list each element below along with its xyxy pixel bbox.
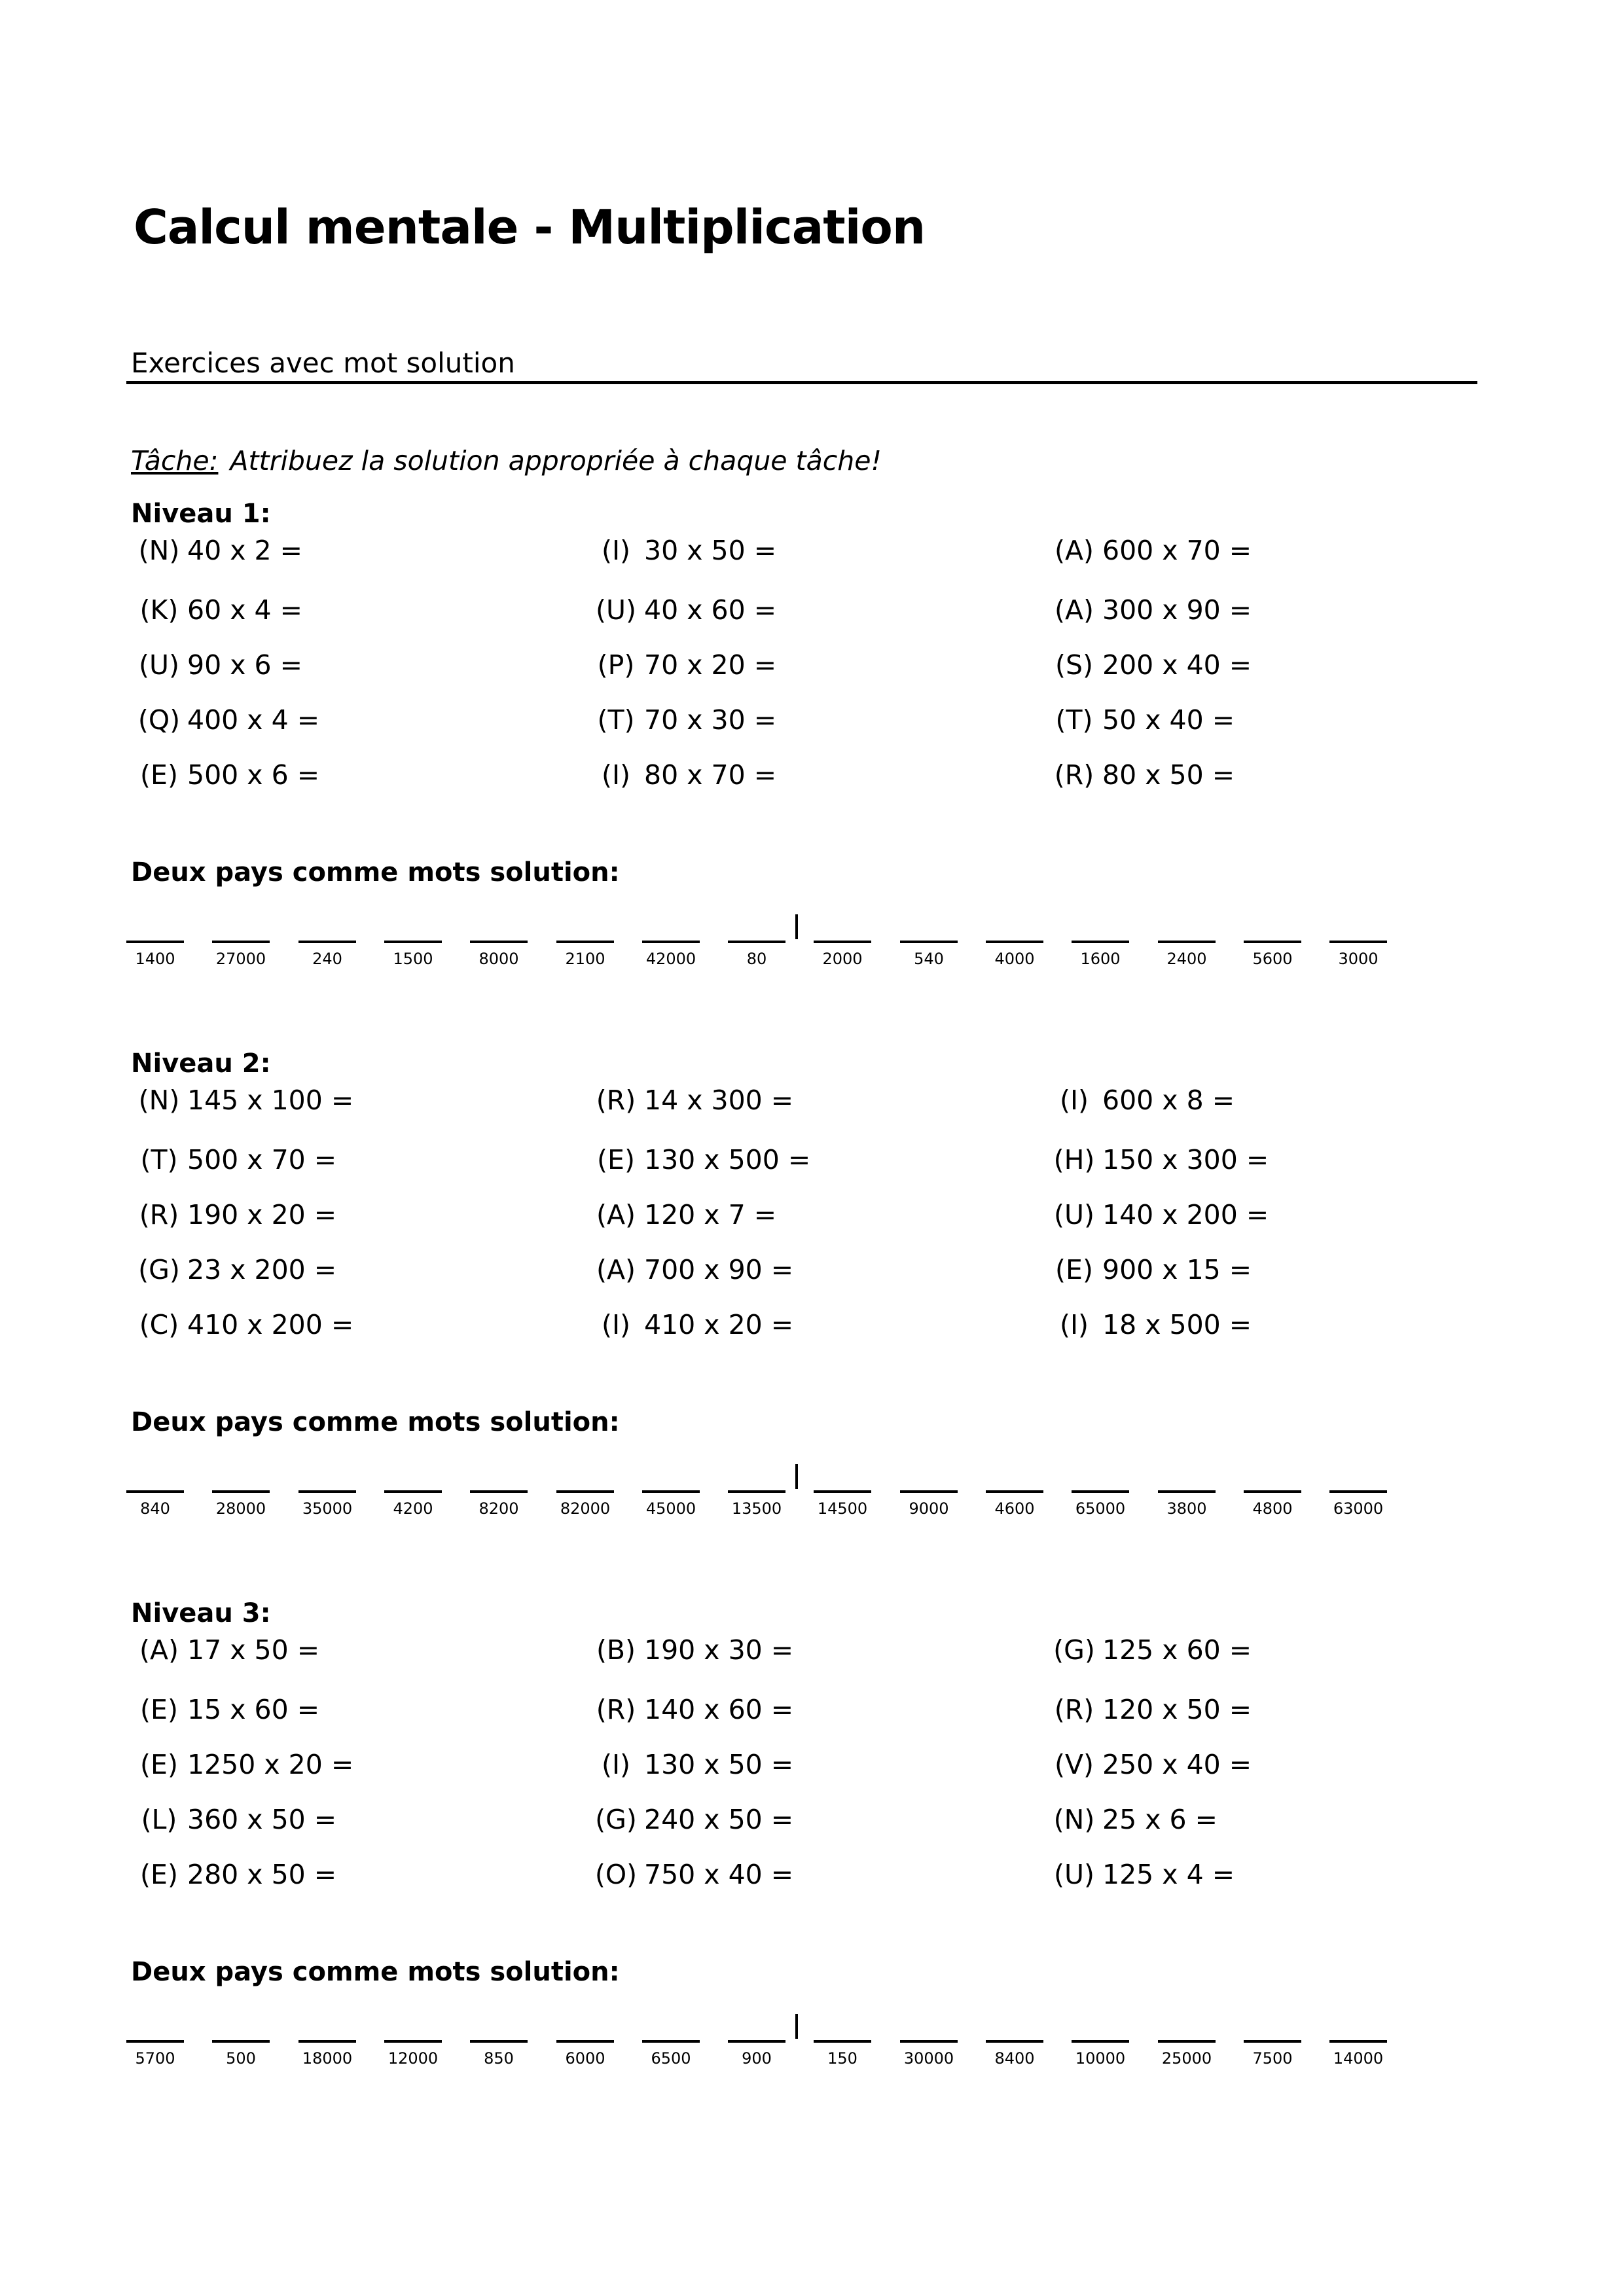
exercise-letter: (P): [597, 649, 635, 681]
exercise-letter: (E): [1055, 1254, 1093, 1285]
exercise-letter: (T): [140, 1144, 178, 1175]
exercise-expression: 750 x 40 =: [644, 1859, 794, 1890]
answer-line: [1329, 1490, 1387, 1493]
answer-line: [298, 1490, 356, 1493]
answer-line: [470, 1490, 528, 1493]
exercise-expression: 600 x 8 =: [1102, 1085, 1235, 1116]
exercise-item: [134, 535, 302, 566]
answer-line: [986, 941, 1043, 943]
exercise-expression: 30 x 50 =: [644, 535, 777, 566]
exercise-letter: (E): [140, 759, 178, 791]
exercise-letter: (S): [1055, 649, 1094, 681]
exercise-letter: (U): [595, 594, 636, 626]
task-instruction: [131, 445, 882, 476]
exercise-item: [134, 1694, 319, 1725]
answer-number: 8000: [478, 950, 519, 968]
exercise-expression: 150 x 300 =: [1102, 1144, 1269, 1175]
answer-line: [814, 2040, 871, 2043]
exercise-item: [1049, 1144, 1269, 1175]
exercise-expression: 130 x 500 =: [644, 1144, 811, 1175]
answer-line: [1158, 941, 1216, 943]
page-title: Calcul mentale - Multiplication: [134, 200, 926, 255]
exercise-expression: 17 x 50 =: [187, 1634, 320, 1666]
exercise-letter: (I): [601, 759, 631, 791]
exercise-expression: 40 x 2 =: [187, 535, 302, 566]
exercise-expression: 70 x 30 =: [644, 704, 777, 736]
exercise-letter: (T): [597, 704, 635, 736]
answer-number: 840: [140, 1499, 170, 1518]
exercise-item: [134, 1859, 336, 1890]
exercise-expression: 40 x 60 =: [644, 594, 777, 626]
answer-line: [470, 2040, 528, 2043]
exercise-letter: (K): [139, 594, 179, 626]
exercise-expression: 700 x 90 =: [644, 1254, 794, 1285]
exercise-expression: 280 x 50 =: [187, 1859, 337, 1890]
exercise-letter: (N): [138, 535, 180, 566]
answer-number: 65000: [1075, 1499, 1126, 1518]
answer-number: 45000: [645, 1499, 696, 1518]
answer-number: 4800: [1252, 1499, 1293, 1518]
answer-number: 63000: [1333, 1499, 1384, 1518]
exercise-item: [1049, 1859, 1235, 1890]
answer-line: [1244, 2040, 1301, 2043]
exercise-letter: (I): [1059, 1309, 1089, 1340]
exercise-expression: 410 x 200 =: [187, 1309, 354, 1340]
answer-line: [556, 941, 614, 943]
answer-number: 2400: [1166, 950, 1207, 968]
level-title: Niveau 1:: [131, 499, 271, 529]
answer-number: 14000: [1333, 2049, 1384, 2068]
exercise-letter: (H): [1053, 1144, 1095, 1175]
answer-line: [1072, 2040, 1129, 2043]
exercise-item: [590, 1634, 793, 1666]
exercise-item: [134, 1144, 336, 1175]
answer-number: 900: [742, 2049, 772, 2068]
exercise-expression: 120 x 50 =: [1102, 1694, 1252, 1725]
answer-number: 8200: [478, 1499, 519, 1518]
exercise-item: [1049, 1634, 1252, 1666]
exercise-item: [590, 1199, 776, 1230]
exercise-expression: 25 x 6 =: [1102, 1804, 1218, 1835]
answer-line: [556, 2040, 614, 2043]
exercise-item: [590, 759, 776, 791]
page-subtitle: Exercices avec mot solution: [131, 347, 515, 379]
answer-line: [986, 1490, 1043, 1493]
exercise-letter: (O): [594, 1859, 638, 1890]
solution-section-title: Deux pays comme mots solution:: [131, 1957, 620, 1987]
exercise-expression: 130 x 50 =: [644, 1749, 794, 1780]
exercise-item: [134, 759, 319, 791]
answer-line: [212, 2040, 270, 2043]
exercise-expression: 190 x 20 =: [187, 1199, 337, 1230]
exercise-item: [134, 1749, 353, 1780]
answer-number: 6000: [565, 2049, 605, 2068]
answer-number: 1600: [1080, 950, 1121, 968]
answer-line: [212, 1490, 270, 1493]
exercise-letter: (E): [597, 1144, 635, 1175]
exercise-letter: (T): [1055, 704, 1093, 736]
answer-line: [1158, 1490, 1216, 1493]
answer-number: 3800: [1166, 1499, 1207, 1518]
answer-number: 8400: [994, 2049, 1035, 2068]
header-rule: [126, 381, 1477, 384]
exercise-item: [590, 535, 776, 566]
answer-number: 500: [226, 2049, 256, 2068]
answer-number: 4000: [994, 950, 1035, 968]
answer-line: [1244, 941, 1301, 943]
exercise-letter: (A): [1054, 535, 1094, 566]
exercise-expression: 125 x 60 =: [1102, 1634, 1252, 1666]
answer-line: [1329, 941, 1387, 943]
exercise-letter: (G): [138, 1254, 180, 1285]
exercise-letter: (R): [139, 1199, 179, 1230]
exercise-item: [134, 1199, 336, 1230]
exercise-item: [590, 1144, 810, 1175]
task-label: Tâche:: [131, 445, 219, 476]
exercise-expression: 500 x 70 =: [187, 1144, 337, 1175]
exercise-letter: (Q): [137, 704, 181, 736]
answer-number: 25000: [1161, 2049, 1212, 2068]
answer-number: 12000: [388, 2049, 439, 2068]
exercise-letter: (I): [601, 1309, 631, 1340]
solution-section-title: Deux pays comme mots solution:: [131, 1407, 620, 1437]
answer-line: [1072, 941, 1129, 943]
exercise-letter: (B): [596, 1634, 636, 1666]
exercise-letter: (A): [596, 1254, 636, 1285]
answer-number: 80: [746, 950, 767, 968]
answer-number: 28000: [215, 1499, 266, 1518]
answer-line: [384, 941, 442, 943]
answer-line: [900, 941, 958, 943]
answer-number: 6500: [651, 2049, 691, 2068]
exercise-item: [134, 1254, 336, 1285]
answer-number: 1500: [393, 950, 433, 968]
solution-section-title: Deux pays comme mots solution:: [131, 857, 620, 888]
exercise-letter: (G): [595, 1804, 637, 1835]
exercise-letter: (U): [1053, 1859, 1094, 1890]
exercise-item: [1049, 649, 1252, 681]
exercise-letter: (E): [140, 1859, 178, 1890]
exercise-item: [134, 1804, 336, 1835]
exercise-letter: (I): [601, 535, 631, 566]
exercise-expression: 125 x 4 =: [1102, 1859, 1235, 1890]
answer-line: [298, 941, 356, 943]
exercise-expression: 80 x 50 =: [1102, 759, 1235, 791]
exercise-expression: 500 x 6 =: [187, 759, 320, 791]
answer-line: [212, 941, 270, 943]
answer-number: 4200: [393, 1499, 433, 1518]
answer-line: [384, 2040, 442, 2043]
exercise-item: [1049, 535, 1252, 566]
exercise-item: [1049, 1254, 1252, 1285]
exercise-letter: (A): [139, 1634, 179, 1666]
answer-number: 27000: [215, 950, 266, 968]
exercise-item: [590, 594, 776, 626]
exercise-expression: 60 x 4 =: [187, 594, 302, 626]
answer-line: [814, 941, 871, 943]
level-title: Niveau 2:: [131, 1049, 271, 1079]
exercise-expression: 240 x 50 =: [644, 1804, 794, 1835]
exercise-item: [590, 1085, 793, 1116]
exercise-letter: (N): [1053, 1804, 1095, 1835]
answer-number: 9000: [909, 1499, 949, 1518]
answer-line: [126, 1490, 184, 1493]
answer-line: [900, 1490, 958, 1493]
exercise-expression: 23 x 200 =: [187, 1254, 337, 1285]
exercise-letter: (U): [1053, 1199, 1094, 1230]
exercise-letter: (R): [596, 1085, 636, 1116]
exercise-item: [134, 649, 302, 681]
answer-line: [1158, 2040, 1216, 2043]
word-separator: [795, 914, 798, 939]
exercise-letter: (E): [140, 1749, 178, 1780]
exercise-expression: 120 x 7 =: [644, 1199, 777, 1230]
exercise-letter: (N): [138, 1085, 180, 1116]
exercise-item: [590, 704, 776, 736]
exercise-letter: (C): [139, 1309, 179, 1340]
task-text: Attribuez la solution appropriée à chaque tâche!: [230, 445, 882, 476]
answer-number: 4600: [994, 1499, 1035, 1518]
exercise-expression: 18 x 500 =: [1102, 1309, 1252, 1340]
answer-line: [126, 941, 184, 943]
word-separator: [795, 1464, 798, 1489]
answer-number: 13500: [731, 1499, 782, 1518]
answer-number: 3000: [1338, 950, 1379, 968]
exercise-item: [134, 1085, 353, 1116]
exercise-expression: 50 x 40 =: [1102, 704, 1235, 736]
exercise-item: [1049, 704, 1235, 736]
exercise-letter: (U): [138, 649, 179, 681]
answer-number: 7500: [1252, 2049, 1293, 2068]
answer-line: [728, 941, 785, 943]
answer-number: 5600: [1252, 950, 1293, 968]
exercise-letter: (V): [1054, 1749, 1094, 1780]
exercise-letter: (G): [1053, 1634, 1095, 1666]
answer-number: 540: [914, 950, 944, 968]
level-title: Niveau 3:: [131, 1598, 271, 1628]
exercise-expression: 250 x 40 =: [1102, 1749, 1252, 1780]
exercise-letter: (L): [141, 1804, 177, 1835]
exercise-expression: 300 x 90 =: [1102, 594, 1252, 626]
answer-line: [556, 1490, 614, 1493]
exercise-expression: 1250 x 20 =: [187, 1749, 354, 1780]
exercise-item: [590, 1309, 793, 1340]
exercise-item: [1049, 1085, 1235, 1116]
exercise-letter: (R): [596, 1694, 636, 1725]
exercise-expression: 15 x 60 =: [187, 1694, 320, 1725]
answer-line: [642, 941, 700, 943]
exercise-item: [134, 1309, 353, 1340]
exercise-item: [134, 704, 319, 736]
answer-number: 35000: [302, 1499, 353, 1518]
answer-number: 2100: [565, 950, 605, 968]
answer-line: [126, 2040, 184, 2043]
answer-number: 82000: [560, 1499, 611, 1518]
exercise-item: [134, 1634, 319, 1666]
answer-line: [1244, 1490, 1301, 1493]
answer-number: 850: [484, 2049, 514, 2068]
exercise-letter: (A): [596, 1199, 636, 1230]
answer-number: 14500: [817, 1499, 868, 1518]
answer-line: [900, 2040, 958, 2043]
answer-line: [986, 2040, 1043, 2043]
exercise-item: [590, 1694, 793, 1725]
answer-line: [1072, 1490, 1129, 1493]
exercise-item: [590, 1749, 793, 1780]
exercise-expression: 190 x 30 =: [644, 1634, 794, 1666]
exercise-item: [590, 1859, 793, 1890]
exercise-item: [1049, 1199, 1269, 1230]
exercise-letter: (R): [1054, 759, 1094, 791]
word-separator: [795, 2014, 798, 2039]
exercise-expression: 600 x 70 =: [1102, 535, 1252, 566]
exercise-letter: (I): [1059, 1085, 1089, 1116]
answer-number: 5700: [135, 2049, 175, 2068]
exercise-expression: 140 x 200 =: [1102, 1199, 1269, 1230]
exercise-letter: (I): [601, 1749, 631, 1780]
exercise-item: [1049, 594, 1252, 626]
exercise-expression: 70 x 20 =: [644, 649, 777, 681]
exercise-expression: 900 x 15 =: [1102, 1254, 1252, 1285]
exercise-letter: (R): [1054, 1694, 1094, 1725]
exercise-expression: 410 x 20 =: [644, 1309, 794, 1340]
exercise-expression: 360 x 50 =: [187, 1804, 337, 1835]
exercise-expression: 140 x 60 =: [644, 1694, 794, 1725]
answer-number: 18000: [302, 2049, 353, 2068]
exercise-expression: 200 x 40 =: [1102, 649, 1252, 681]
answer-number: 150: [827, 2049, 857, 2068]
answer-number: 30000: [903, 2049, 954, 2068]
answer-line: [470, 941, 528, 943]
exercise-item: [590, 1254, 793, 1285]
answer-line: [728, 2040, 785, 2043]
answer-line: [1329, 2040, 1387, 2043]
exercise-item: [1049, 1749, 1252, 1780]
exercise-expression: 145 x 100 =: [187, 1085, 354, 1116]
exercise-expression: 14 x 300 =: [644, 1085, 794, 1116]
answer-line: [728, 1490, 785, 1493]
exercise-item: [590, 649, 776, 681]
exercise-item: [1049, 1804, 1218, 1835]
exercise-item: [590, 1804, 793, 1835]
exercise-expression: 80 x 70 =: [644, 759, 777, 791]
answer-number: 1400: [135, 950, 175, 968]
exercise-item: [1049, 1694, 1252, 1725]
answer-line: [642, 1490, 700, 1493]
answer-line: [298, 2040, 356, 2043]
answer-number: 240: [312, 950, 342, 968]
answer-line: [384, 1490, 442, 1493]
answer-number: 10000: [1075, 2049, 1126, 2068]
answer-number: 42000: [645, 950, 696, 968]
exercise-item: [1049, 759, 1235, 791]
answer-line: [642, 2040, 700, 2043]
answer-line: [814, 1490, 871, 1493]
exercise-expression: 90 x 6 =: [187, 649, 302, 681]
exercise-item: [1049, 1309, 1252, 1340]
exercise-letter: (E): [140, 1694, 178, 1725]
exercise-item: [134, 594, 302, 626]
exercise-expression: 400 x 4 =: [187, 704, 320, 736]
exercise-letter: (A): [1054, 594, 1094, 626]
answer-number: 2000: [822, 950, 863, 968]
